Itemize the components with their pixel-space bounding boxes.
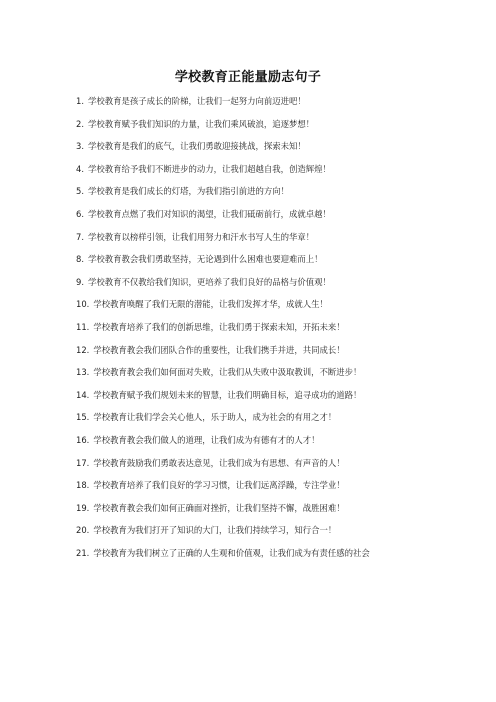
list-item-text: 学校教育赋予我们知识的力量，让我们乘风破浪，追逐梦想！ bbox=[88, 118, 315, 129]
list-item-text: 学校教育点燃了我们对知识的渴望，让我们砥砺前行，成就卓越！ bbox=[88, 208, 331, 219]
list-item bbox=[76, 299, 436, 322]
list-item-text: 学校教育是孩子成长的阶梯，让我们一起努力向前迈进吧！ bbox=[88, 96, 306, 106]
list-item-text: 学校教育不仅教给我们知识，更培养了我们良好的品格与价值观！ bbox=[88, 276, 331, 287]
list-item-number: 11. bbox=[76, 321, 90, 332]
list-item bbox=[76, 367, 436, 390]
list-item-number: 21. bbox=[76, 547, 90, 558]
list-item-text: 学校教育赋予我们规划未来的智慧，让我们明确目标，追寻成功的道路！ bbox=[93, 389, 362, 400]
list-item bbox=[76, 254, 436, 277]
list-item bbox=[76, 322, 436, 345]
list-item-text: 学校教育培养了我们的创新思维，让我们勇于探索未知，开拓未来！ bbox=[93, 321, 345, 332]
sentence-list bbox=[76, 96, 436, 570]
list-item-number: 6. bbox=[76, 208, 84, 219]
list-item-number: 17. bbox=[76, 457, 90, 468]
list-item-text: 学校教育为我们打开了知识的大门，让我们持续学习，知行合一！ bbox=[93, 525, 337, 536]
list-item-number: 19. bbox=[76, 502, 90, 513]
list-item bbox=[76, 503, 436, 526]
list-item-number: 15. bbox=[76, 412, 90, 423]
list-item-number: 8. bbox=[76, 254, 84, 265]
list-item-number: 2. bbox=[76, 118, 84, 129]
list-item bbox=[76, 345, 436, 368]
list-item-text: 学校教育鼓励我们勇敢表达意见，让我们成为有思想、有声音的人！ bbox=[93, 457, 345, 468]
list-item bbox=[76, 548, 436, 571]
list-item-number: 1. bbox=[76, 96, 84, 106]
list-item-number: 3. bbox=[76, 141, 84, 152]
list-item bbox=[76, 458, 436, 481]
list-item-text: 学校教育让我们学会关心他人，乐于助人，成为社会的有用之才！ bbox=[93, 412, 337, 423]
list-item-text: 学校教育教会我们团队合作的重要性，让我们携手并进，共同成长！ bbox=[93, 344, 345, 355]
list-item bbox=[76, 525, 436, 548]
list-item bbox=[76, 435, 436, 458]
list-item bbox=[76, 164, 436, 187]
list-item-text: 学校教育是我们的底气，让我们勇敢迎接挑战，探索未知！ bbox=[88, 141, 306, 152]
list-item bbox=[76, 390, 436, 413]
list-item bbox=[76, 232, 436, 255]
list-item-text: 学校教育教会我们做人的道理，让我们成为有德有才的人才！ bbox=[93, 434, 320, 445]
list-item-number: 4. bbox=[76, 163, 84, 174]
list-item bbox=[76, 480, 436, 503]
list-item-text: 学校教育给予我们不断进步的动力，让我们超越自我，创造辉煌！ bbox=[88, 163, 331, 174]
list-item bbox=[76, 277, 436, 300]
list-item-number: 18. bbox=[76, 480, 90, 491]
list-item-number: 16. bbox=[76, 434, 90, 445]
list-item-text: 学校教育教会我们如何正确面对挫折，让我们坚持不懈，战胜困难！ bbox=[93, 502, 345, 513]
list-item-text: 学校教育培养了我们良好的学习习惯，让我们远离浮躁，专注学业！ bbox=[93, 480, 345, 491]
list-item-number: 7. bbox=[76, 231, 84, 242]
list-item bbox=[76, 186, 436, 209]
list-item bbox=[76, 141, 436, 164]
list-item-text: 学校教育唤醒了我们无限的潜能，让我们发挥才华，成就人生！ bbox=[93, 299, 328, 310]
list-item bbox=[76, 209, 436, 232]
list-item-text: 学校教育以榜样引领，让我们用努力和汗水书写人生的华章！ bbox=[88, 231, 315, 242]
list-item-text: 学校教育教会我们如何面对失败，让我们从失败中汲取教训，不断进步！ bbox=[93, 367, 362, 378]
list-item-number: 9. bbox=[76, 276, 84, 287]
list-item-number: 13. bbox=[76, 367, 90, 378]
document-title: 学校教育正能量励志句子 bbox=[174, 70, 322, 85]
list-item bbox=[76, 412, 436, 435]
list-item-number: 10. bbox=[76, 299, 90, 310]
list-item-number: 14. bbox=[76, 389, 90, 400]
list-item-number: 20. bbox=[76, 525, 90, 536]
list-item-text: 学校教育是我们成长的灯塔，为我们指引前进的方向！ bbox=[88, 186, 289, 197]
list-item-number: 12. bbox=[76, 344, 90, 355]
list-item bbox=[76, 119, 436, 142]
list-item-text: 学校教育为我们树立了正确的人生观和价值观，让我们成为有责任感的社会 bbox=[93, 547, 370, 558]
list-item-number: 5. bbox=[76, 186, 84, 197]
list-item-text: 学校教育教会我们勇敢坚持，无论遇到什么困难也要迎难而上！ bbox=[88, 254, 323, 265]
list-item bbox=[76, 96, 436, 119]
